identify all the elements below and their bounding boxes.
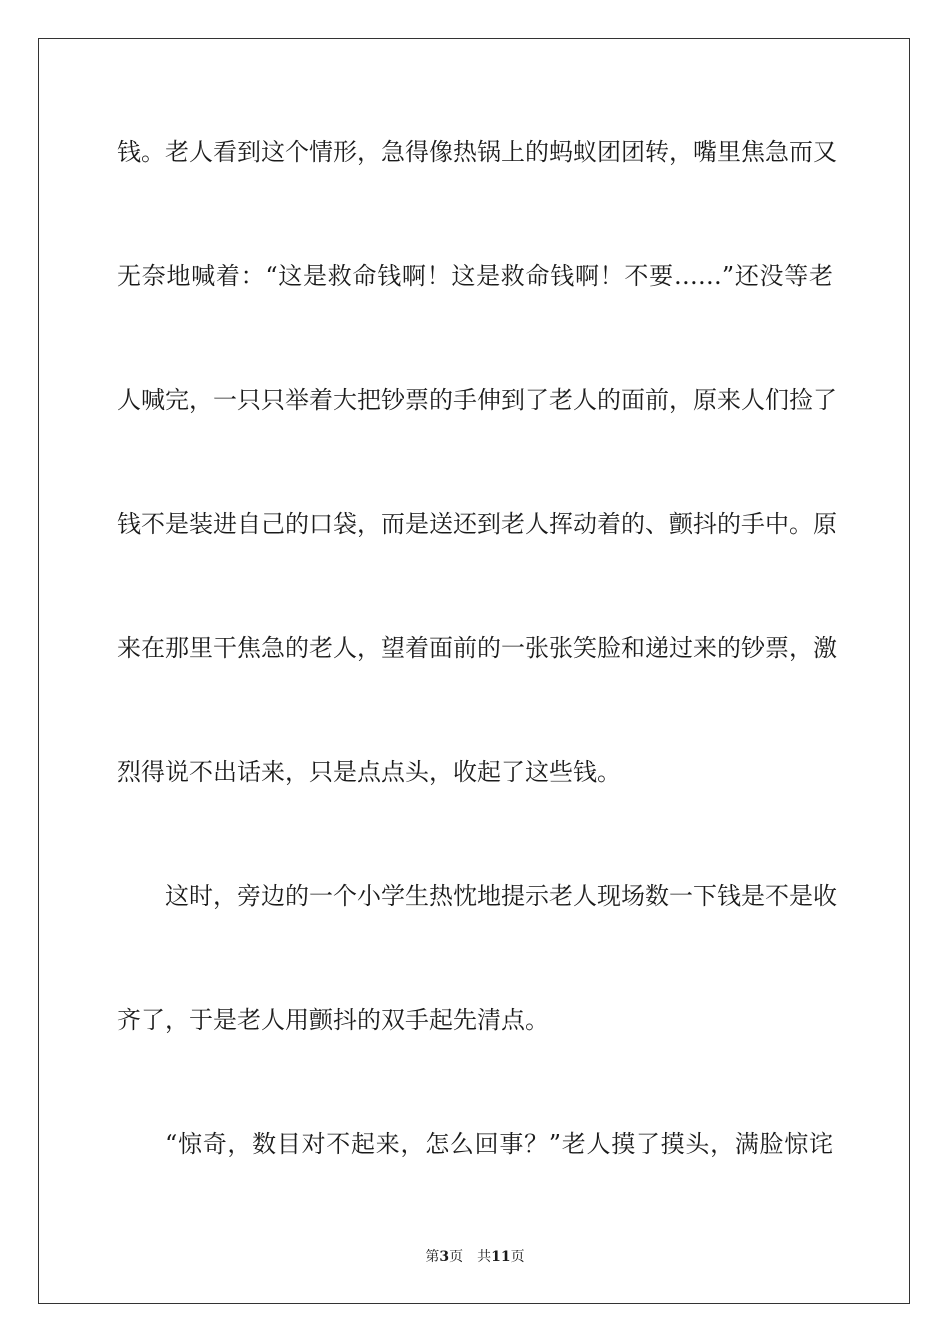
- text-line: 钱。老人看到这个情形，急得像热锅上的蚂蚁团团转，嘴里焦急而又: [117, 138, 837, 166]
- text-line: 烈得说不出话来，只是点点头，收起了这些钱。: [117, 758, 621, 786]
- text-line: 人喊完，一只只举着大把钞票的手伸到了老人的面前，原来人们捡了: [117, 386, 837, 414]
- text-line: 来在那里干焦急的老人，望着面前的一张张笑脸和递过来的钞票，激: [117, 634, 837, 662]
- text-line: 无奈地喊着：“这是救命钱啊！这是救命钱啊！不要……”还没等老: [117, 262, 833, 290]
- text-line: 齐了，于是老人用颤抖的双手起先清点。: [117, 1006, 549, 1034]
- page-label-suffix: 页: [449, 1249, 464, 1265]
- page-border: [38, 38, 910, 1304]
- page-label-prefix: 第: [425, 1249, 440, 1265]
- page-number: 3: [439, 1249, 450, 1265]
- text-line: 钱不是装进自己的口袋，而是送还到老人挥动着的、颤抖的手中。原: [117, 510, 837, 538]
- text-line: 这时，旁边的一个小学生热忱地提示老人现场数一下钱是不是收: [165, 882, 837, 910]
- total-pages: 11: [491, 1249, 511, 1265]
- page-footer: [0, 1248, 950, 1266]
- total-label-prefix: 共: [477, 1249, 492, 1265]
- text-line: “惊奇，数目对不起来，怎么回事？”老人摸了摸头，满脸惊诧: [165, 1130, 833, 1158]
- total-label-suffix: 页: [510, 1249, 525, 1265]
